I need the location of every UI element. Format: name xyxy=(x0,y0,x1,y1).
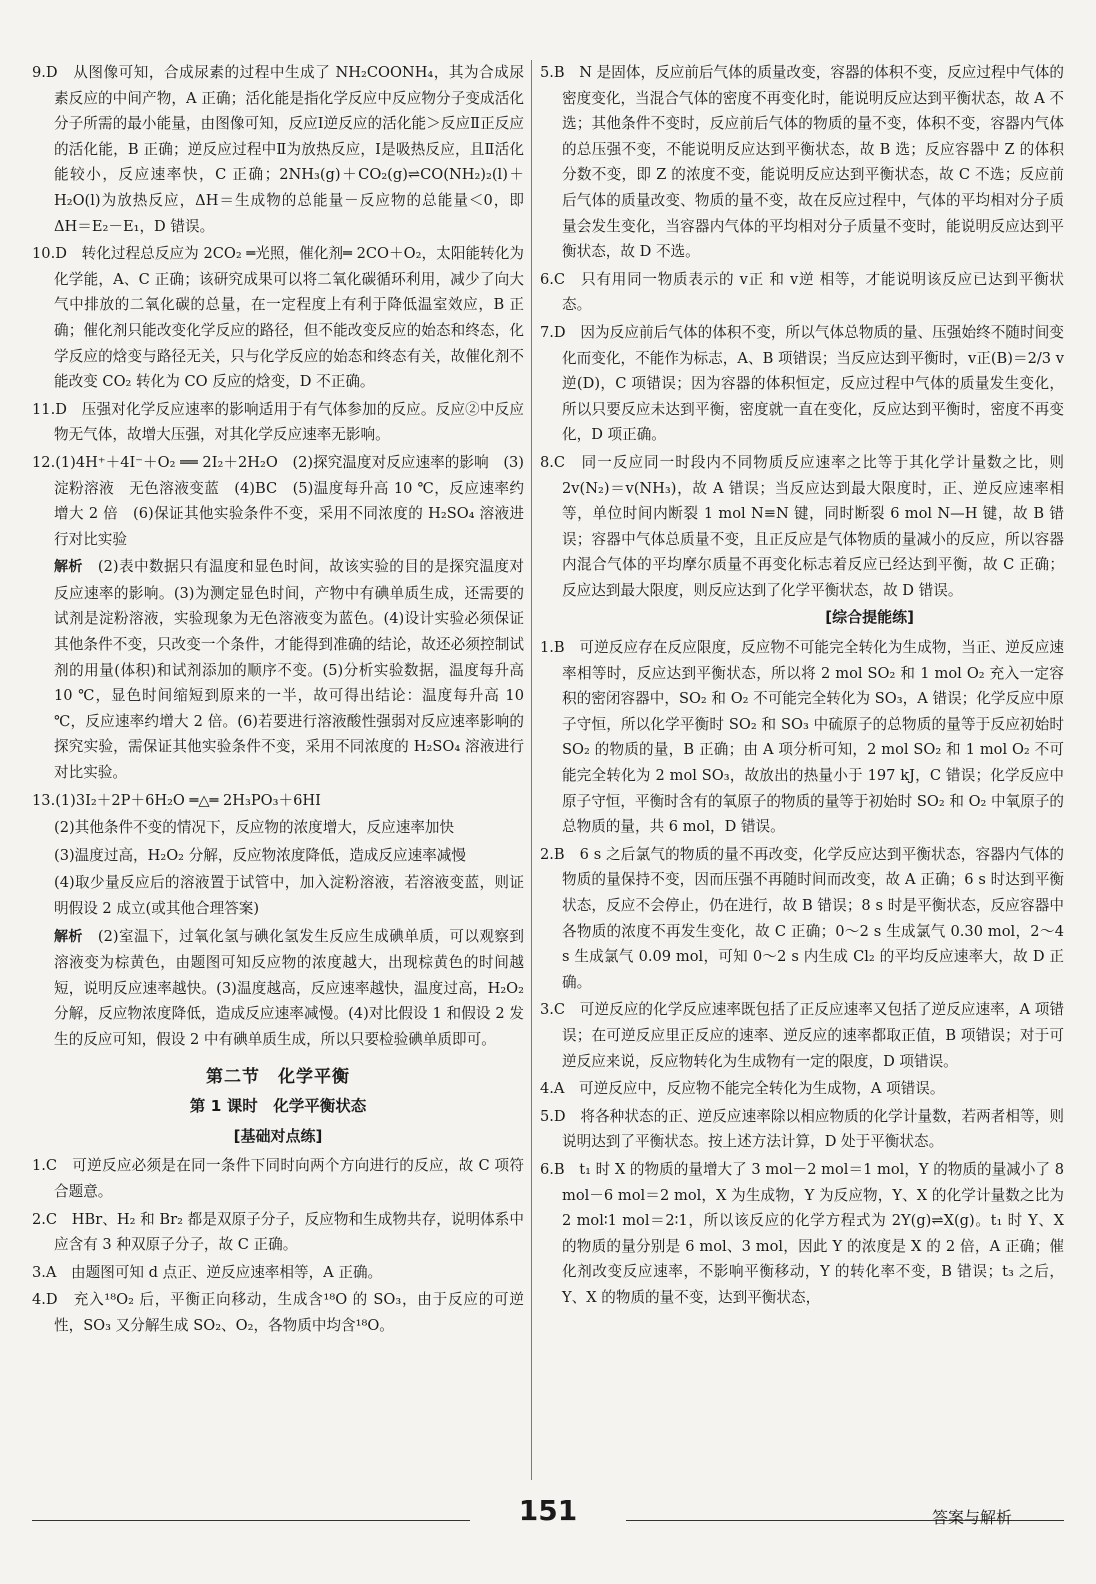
answer-13: 13.(1)3I₂＋2P＋6H₂O ═△═ 2H₃PO₃＋6HI xyxy=(32,791,321,809)
comprehensive-practice-heading: [综合提能练] xyxy=(825,608,914,627)
answer-13-part2: (2)其他条件不变的情况下，反应物的浓度增大，反应速率加快 xyxy=(54,819,455,837)
comp-answer-6: 6.B t₁ 时 X 的物质的量增大了 3 mol－2 mol＝1 mol，Y 的物质的量减小了 8 mol－6 mol＝2 mol，X 为生成物，Y 为反应物，Y、X 的化学计量数之比为 2 mol∶1 mol＝2∶1，所以该反应的化学方程式为 2Y(g)⇌X(g)。t₁ 时 Y、X 的物质的量分别是 6 mol、3 mol，因此 Y 的浓度是 X 的 2 倍，A 正确；催化剂改变反应速率，不影响平衡移动，Y 的转化率不变，B 错误；t₃ 之后，Y、X 的物质的量不变，达到平衡状态， xyxy=(540,1160,1064,1306)
basic-answer-6: 6.C 只有用同一物质表示的 v正 和 v逆 相等，才能说明该反应已达到平衡状态。 xyxy=(540,270,1064,314)
section-title: 第二节 化学平衡 xyxy=(206,1066,350,1087)
basic-answer-1: 1.C 可逆反应必须是在同一条件下同时向两个方向进行的反应，故 C 项符合题意。 xyxy=(32,1157,524,1200)
page-number: 151 xyxy=(518,1494,578,1527)
basic-practice-heading: [基础对点练] xyxy=(233,1126,323,1145)
answer-13-part4: (4)取少量反应后的溶液置于试管中，加入淀粉溶液，若溶液变蓝，则证明假设 2 成立(或其他合理答案) xyxy=(54,874,524,917)
basic-answer-2: 2.C HBr、H₂ 和 Br₂ 都是双原子分子，反应物和生成物共存，说明体系中应含有 3 种双原子分子，故 C 正确。 xyxy=(32,1210,524,1254)
basic-answer-4: 4.D 充入¹⁸O₂ 后，平衡正向移动，生成含¹⁸O 的 SO₃，由于反应的可逆性，SO₃ 又分解生成 SO₂、O₂，各物质中均含¹⁸O。 xyxy=(32,1291,524,1334)
basic-answer-3: 3.A 由题图可知 d 点正、逆反应速率相等，A 正确。 xyxy=(32,1263,383,1281)
analysis-label: 解析 xyxy=(54,928,83,945)
comp-answer-3: 3.C 可逆反应的化学反应速率既包括了正反应速率又包括了逆反应速率，A 项错误；在可逆反应里正反应的速率、逆反应的速率都取正值，B 项错误；对于可逆反应来说，反应物转化为生成物有一定的限度，D 项错误。 xyxy=(540,1001,1064,1070)
analysis-12 xyxy=(32,554,524,785)
comp-answer-4: 4.A 可逆反应中，反应物不能完全转化为生成物，A 项错误。 xyxy=(540,1080,945,1098)
answer-10: 10.D 转化过程总反应为 2CO₂ ═光照，催化剂═ 2CO＋O₂，太阳能转化为化学能，A、C 正确；该研究成果可以将二氧化碳循环利用，减少了向大气中排放的二氧化碳的总量，在一定程度上有利于降低温室效应，B 正确；催化剂只能改变化学反应的路径，但不能改变反应的始态和终态，化学反应的焓变与路径无关，只与化学反应的始态和终态有关，故催化剂不能改变 CO₂ 转化为 CO 反应的焓变，D 不正确。 xyxy=(32,245,524,391)
answer-12: 12.(1)4H⁺＋4I⁻＋O₂ ══ 2I₂＋2H₂O (2)探究温度对反应速率的影响 (3)淀粉溶液 无色溶液变蓝 (4)BC (5)温度每升高 10 ℃，反应速率约增大 2 倍 (6)保证其他实验条件不变，采用不同浓度的 H₂SO₄ 溶液进行对比实验 xyxy=(32,453,524,548)
analysis-label: 解析 xyxy=(54,559,83,576)
analysis-12-text: (2)表中数据只有温度和显色时间，故该实验的目的是探究温度对反应速率的影响。(3)为测定显色时间，产物中有碘单质生成，还需要的试剂是淀粉溶液，实验现象为无色溶液变为蓝色。(4)设计实验必须保证其他条件不变，只改变一个条件，才能得到准确的结论，故还必须控制试剂的用量(体积)和试剂添加的顺序不变。(5)分析实验数据，温度每升高 10 ℃，显色时间缩短到原来的一半，故可得出结论：温度每升高 10 ℃，反应速率约增大 2 倍。(6)若要进行溶液酸性强弱对反应速率影响的探究实验，需保证其他实验条件不变，采用不同浓度的 H₂SO₄ 溶液进行对比实验。 xyxy=(54,558,525,782)
basic-answer-5: 5.B N 是固体，反应前后气体的质量改变，容器的体积不变，反应过程中气体的密度变化，当混合气体的密度不再变化时，能说明反应达到平衡状态，故 A 不选；其他条件不变时，反应前后气体的物质的量不变，体积不变，容器内气体的总压强不变，不能说明反应达到平衡状态，故 B 选；反应容器中 Z 的体积分数不变，即 Z 的浓度不变，能说明反应达到平衡状态，故 C 不选；反应前后气体的质量改变、物质的量不变，故在反应过程中，气体的平均相对分子质量会发生变化，当容器内气体的平均相对分子质量不变时，能说明反应达到平衡状态，故 D 不选。 xyxy=(540,64,1064,261)
footer-rule-left xyxy=(32,1520,470,1521)
comp-answer-5: 5.D 将各种状态的正、逆反应速率除以相应物质的化学计量数，若两者相等，则说明达到了平衡状态。按上述方法计算，D 处于平衡状态。 xyxy=(540,1107,1064,1151)
analysis-13-text: (2)室温下，过氧化氢与碘化氢发生反应生成碘单质，可以观察到溶液变为棕黄色，由题图可知反应物的浓度越大，出现棕黄色的时间越短，说明反应速率越快。(3)温度越高，反应速率越快，温度过高，H₂O₂ 分解，反应物浓度降低，造成反应速率减慢。(4)对比假设 1 和假设 2 发生的反应可知，假设 2 中有碘单质生成，所以只要检验碘单质即可。 xyxy=(54,927,525,1048)
column-divider xyxy=(531,60,532,1480)
analysis-13 xyxy=(32,924,524,1053)
answer-9: 9.D 从图像可知，合成尿素的过程中生成了 NH₂COONH₄，其为合成尿素反应的中间产物，A 正确；活化能是指化学反应中反应物分子变成活化分子所需的最小能量，由图像可知，反应Ⅰ逆反应的活化能＞反应Ⅱ正反应的活化能，B 正确；逆反应过程中Ⅱ为放热反应，Ⅰ是吸热反应，且Ⅱ活化能较小，反应速率快，C 正确；2NH₃(g)＋CO₂(g)⇌CO(NH₂)₂(l)＋H₂O(l)为放热反应，ΔH＝生成物的总能量－反应物的总能量＜0，即 ΔH＝E₂－E₁，D 错误。 xyxy=(32,64,524,235)
lesson-title: 第 1 课时 化学平衡状态 xyxy=(189,1097,367,1116)
comp-answer-1: 1.B 可逆反应存在反应限度，反应物不可能完全转化为生成物，当正、逆反应速率相等时，反应达到平衡状态，所以将 2 mol SO₂ 和 1 mol O₂ 充入一定容积的密闭容器中，SO₂ 和 O₂ 不可能完全转化为 SO₃，A 错误；化学反应中原子守恒，所以化学平衡时 SO₂ 和 SO₃ 中硫原子的总物质的量等于反应初始时 SO₂ 的物质的量，B 正确；由 A 项分析可知，2 mol SO₂ 和 1 mol O₂ 不可能完全转化为 2 mol SO₃，故放出的热量小于 197 kJ，C 错误；化学反应中原子守恒，平衡时含有的氧原子的物质的量等于初始时 SO₂ 和 O₂ 中氧原子的总物质的量，共 6 mol，D 错误。 xyxy=(540,639,1064,836)
comp-answer-2: 2.B 6 s 之后氯气的物质的量不再改变，化学反应达到平衡状态，容器内气体的物质的量保持不变，因而压强不再随时间而改变，故 A 正确；6 s 时达到平衡状态，反应不会停止，仍在进行，故 B 错误；8 s 时是平衡状态，反应容器中各物质的浓度不再发生变化，故 C 正确；0～2 s 生成氯气 0.30 mol，2～4 s 生成氯气 0.09 mol，可知 0～2 s 内生成 Cl₂ 的平均反应速率大，故 D 正确。 xyxy=(540,845,1064,991)
right-column xyxy=(540,60,1064,1313)
left-column xyxy=(32,60,524,1341)
answer-11: 11.D 压强对化学反应速率的影响适用于有气体参加的反应。反应②中反应物无气体，故增大压强，对其化学反应速率无影响。 xyxy=(32,400,524,444)
footer-label: 答案与解析 xyxy=(931,1508,1012,1527)
basic-answer-8: 8.C 同一反应同一时段内不同物质反应速率之比等于其化学计量数之比，则 2v(N₂)＝v(NH₃)，故 A 错误；当反应达到最大限度时，正、逆反应速率相等，单位时间内断裂 1 mol N≡N 键，同时断裂 6 mol N—H 键，故 B 错误；容器中气体总质量不变，且正反应是气体物质的量减小的反应，所以容器内混合气体的平均摩尔质量不再变化标志着反应已经达到平衡，故 C 正确；反应达到最大限度，则反应达到了化学平衡状态，故 D 错误。 xyxy=(540,453,1064,599)
basic-answer-7: 7.D 因为反应前后气体的体积不变，所以气体总物质的量、压强始终不随时间变化而变化，不能作为标志，A、B 项错误；当反应达到平衡时，v正(B)＝2/3 v逆(D)，C 项错误；因为容器的体积恒定，反应过程中气体的质量发生变化，所以只要反应未达到平衡，密度就一直在变化，反应达到平衡时，密度不再变化，D 项正确。 xyxy=(540,323,1064,444)
answer-13-part3: (3)温度过高，H₂O₂ 分解，反应物浓度降低，造成反应速率减慢 xyxy=(54,846,466,864)
